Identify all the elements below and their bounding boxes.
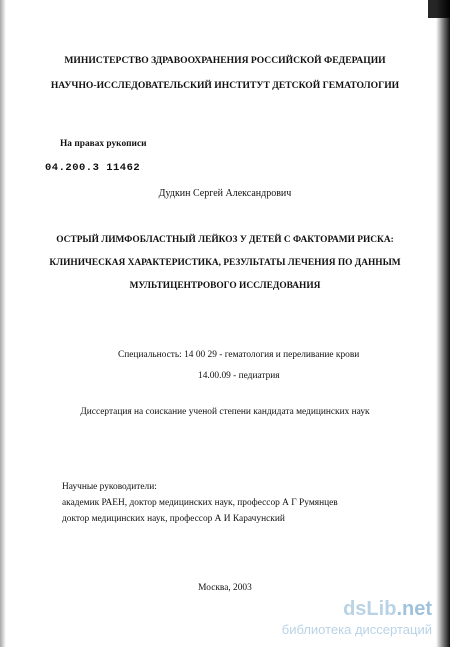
title-line-1: ОСТРЫЙ ЛИМФОБЛАСТНЫЙ ЛЕЙКОЗ У ДЕТЕЙ С ФАКТОРАМИ РИСКА: [56, 235, 394, 245]
author-name: Дудкин Сергей Александрович [158, 188, 292, 199]
scan-shadow-right [436, 0, 450, 647]
advisor-line-1: академик РАЕН, доктор медицинских наук, профессор А Г Румянцев [62, 498, 338, 508]
advisors-heading: Научные руководители: [62, 482, 157, 492]
advisor-line-2: доктор медицинских наук, профессор А И Карачунский [62, 514, 285, 524]
registry-number: 04.200.3 11462 [45, 162, 141, 174]
title-line-2: КЛИНИЧЕСКАЯ ХАРАКТЕРИСТИКА, РЕЗУЛЬТАТЫ ЛЕЧЕНИЯ ПО ДАННЫМ [49, 258, 401, 268]
manuscript-note: На правах рукописи [60, 139, 147, 149]
dslib-watermark [282, 599, 432, 637]
scan-shadow-left [0, 0, 6, 647]
scan-shadow-corner [428, 0, 450, 18]
watermark-logo-name: dsLib [343, 598, 397, 620]
specialty-line-2: 14.00.09 - педиатрия [198, 371, 280, 381]
title-line-3: МУЛЬТИЦЕНТРОВОГО ИССЛЕДОВАНИЯ [129, 281, 321, 291]
specialty-separator: : [179, 350, 185, 360]
watermark-logo-tld: .net [396, 598, 432, 620]
specialty-code-1: 14 00 29 - гематология и переливание крови [184, 350, 360, 360]
place-year: Москва, 2003 [198, 583, 252, 593]
dissertation-note: Диссертация на соискание ученой степени кандидата медицинских наук [80, 407, 370, 417]
specialty-line-1 [118, 351, 359, 360]
ministry-heading: МИНИСТЕРСТВО ЗДРАВООХРАНЕНИЯ РОССИЙСКОЙ ФЕДЕРАЦИИ [64, 55, 386, 66]
institute-heading: НАУЧНО-ИССЛЕДОВАТЕЛЬСКИЙ ИНСТИТУТ ДЕТСКОЙ ГЕМАТОЛОГИИ [50, 80, 400, 91]
specialty-label: Специальность [118, 350, 180, 360]
watermark-subtitle: библиотека диссертаций [281, 622, 432, 637]
watermark-logo [282, 599, 432, 619]
